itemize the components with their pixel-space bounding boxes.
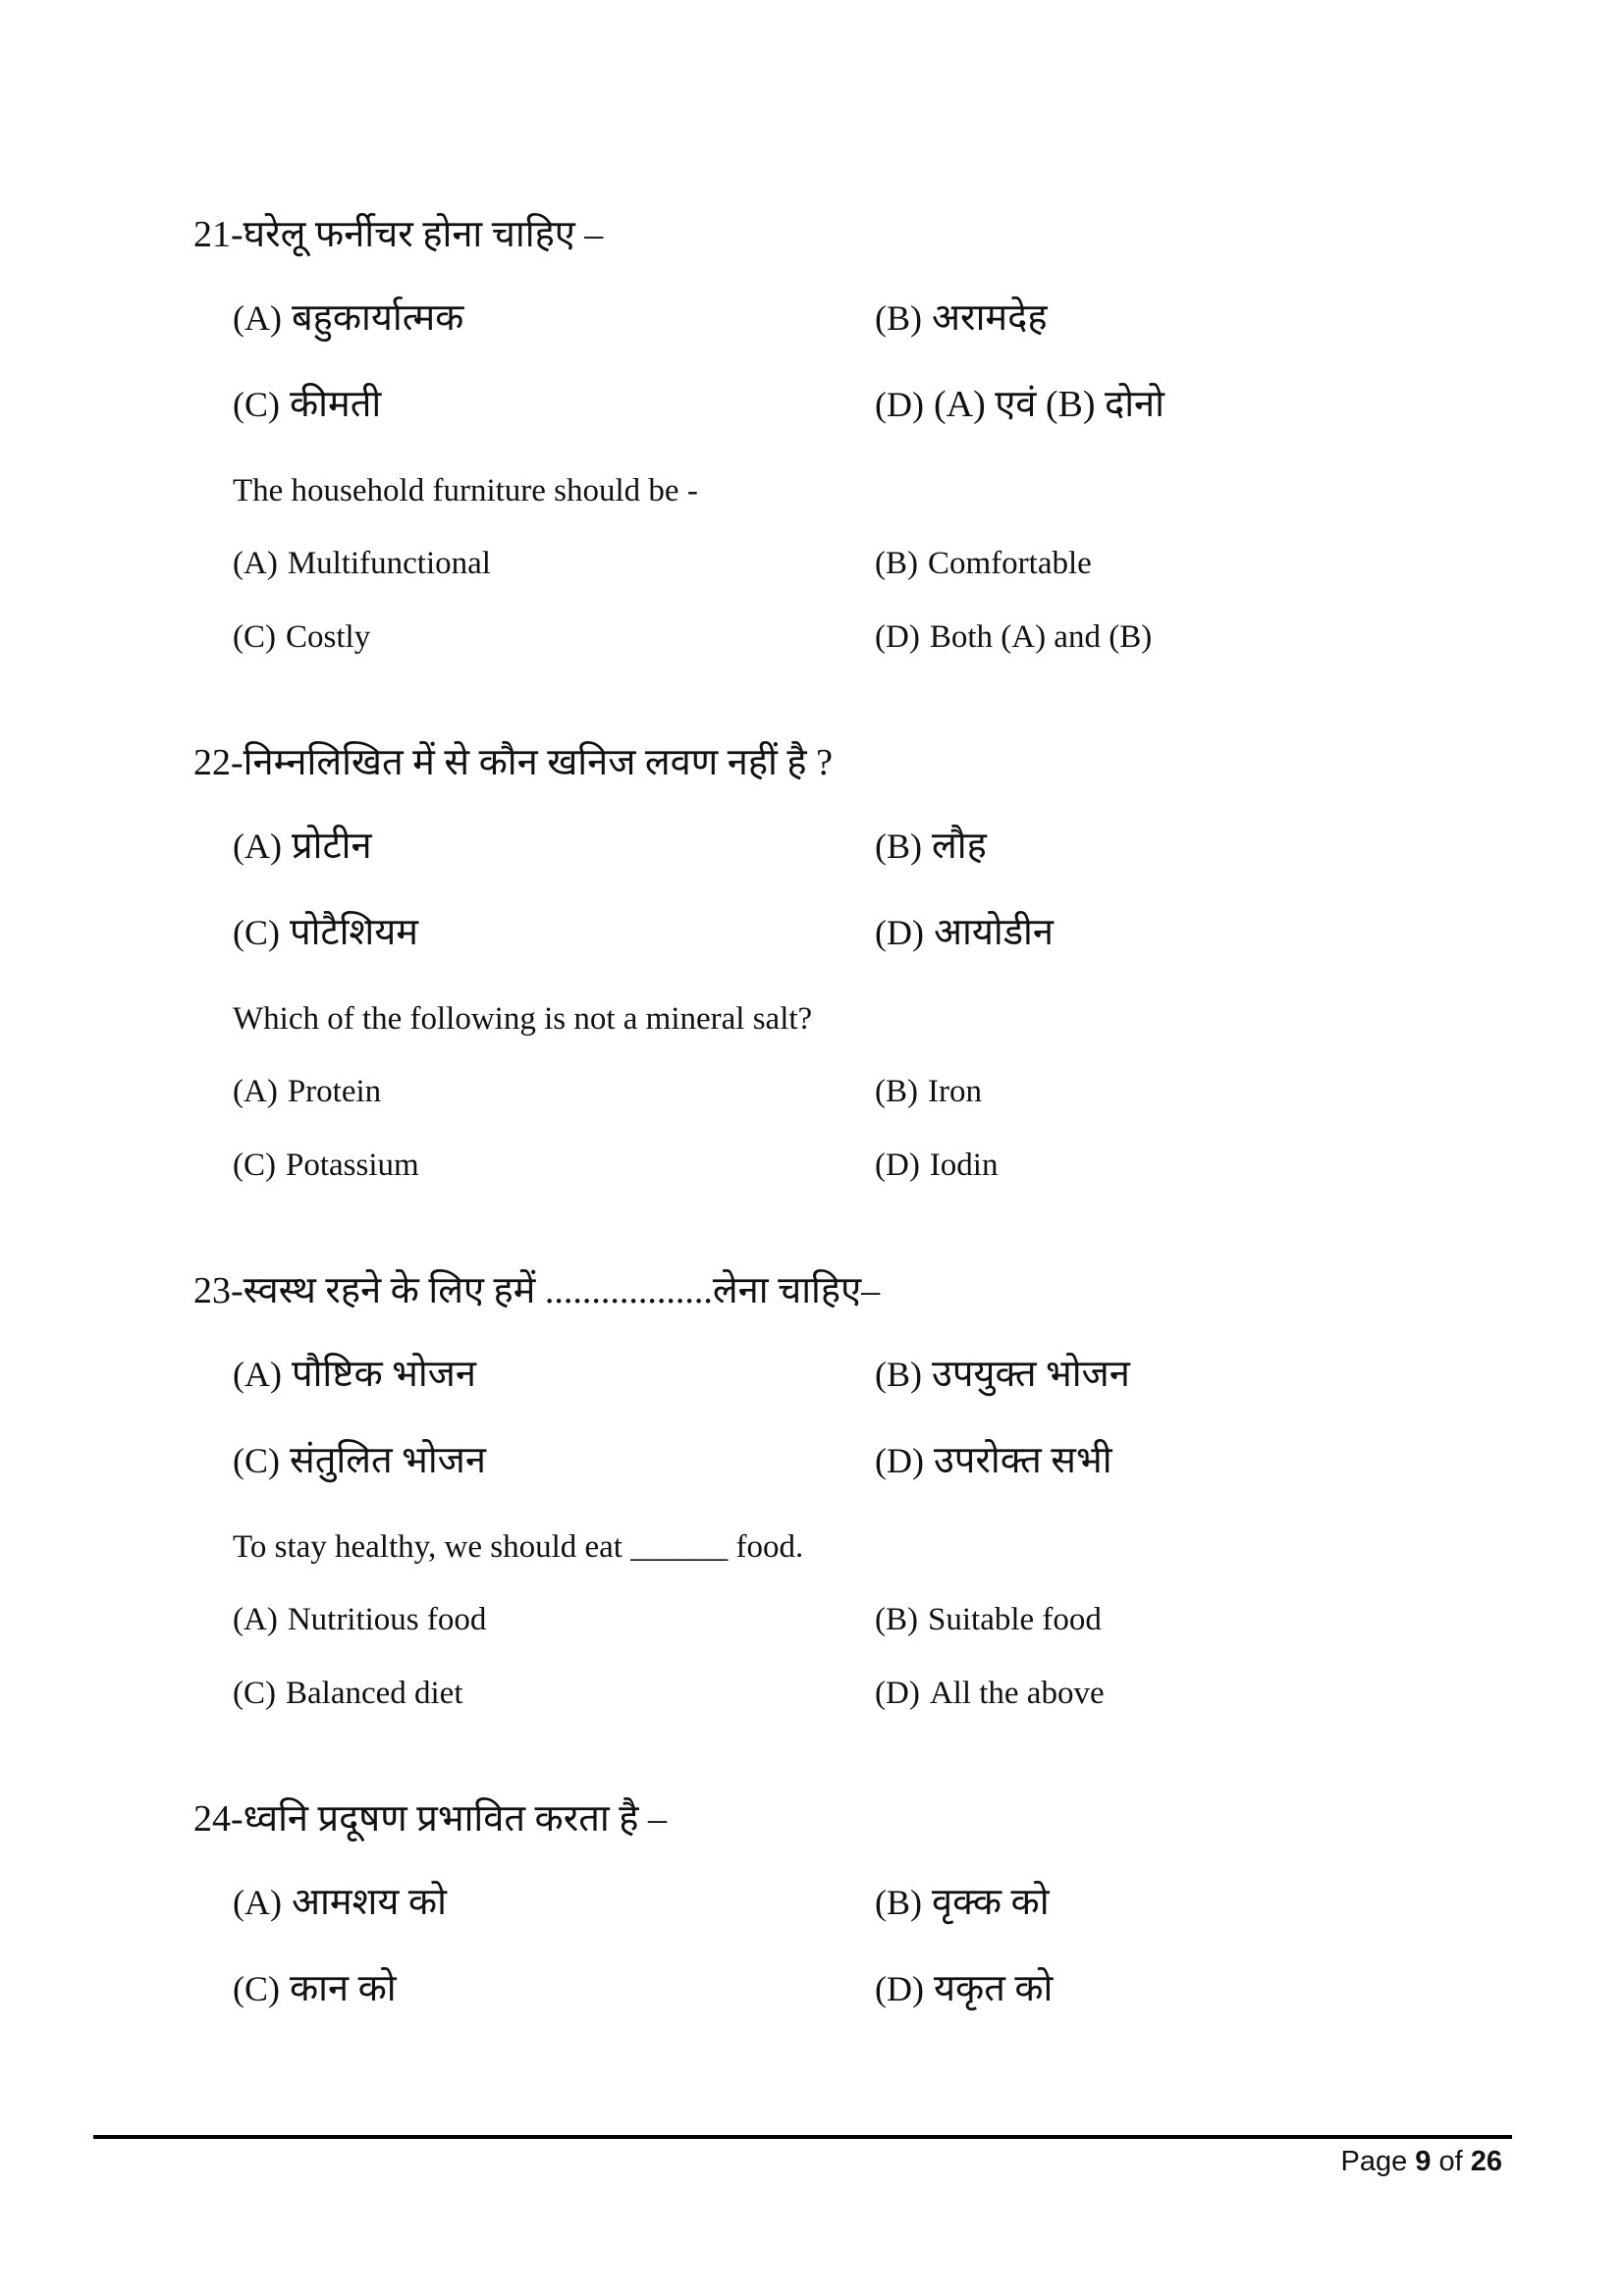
option-key: (C)	[233, 1441, 280, 1480]
option-key: (C)	[233, 1969, 280, 2008]
option-c-hindi	[233, 1439, 486, 1482]
option-text: Both (A) and (B)	[929, 619, 1153, 655]
option-text: Protein	[287, 1074, 382, 1109]
option-b-english	[875, 542, 1092, 585]
option-key: (C)	[233, 619, 276, 655]
option-c-hindi	[233, 911, 418, 954]
question-text: ध्वनि प्रदूषण प्रभावित करता है –	[243, 1798, 667, 1840]
option-text: पोटैशियम	[290, 912, 419, 953]
option-d-english	[875, 615, 1152, 659]
option-c-hindi	[233, 383, 381, 426]
option-b-hindi	[875, 1881, 1050, 1924]
question-stem-hindi	[193, 210, 603, 259]
option-text: Comfortable	[928, 546, 1092, 581]
option-key: (D)	[875, 913, 924, 952]
option-key: (D)	[875, 1969, 924, 2008]
option-key: (A)	[233, 298, 282, 338]
option-text: Multifunctional	[287, 546, 491, 581]
option-key: (B)	[875, 1602, 918, 1637]
option-key: (C)	[233, 385, 280, 424]
option-text: पौष्टिक भोजन	[291, 1354, 476, 1395]
option-text: Balanced diet	[286, 1676, 463, 1711]
question-stem-english: The household furniture should be -	[233, 473, 698, 508]
current-page-number: 9	[1415, 2146, 1432, 2177]
question-stem-hindi	[193, 738, 833, 787]
option-text: लौह	[932, 826, 987, 867]
option-key: (A)	[233, 1355, 282, 1394]
option-text: वृक्क को	[932, 1882, 1050, 1923]
option-b-hindi	[875, 825, 987, 868]
option-text: अरामदेह	[932, 297, 1048, 339]
question-text: स्वस्थ रहने के लिए हमें ..................लेना चाहिए–	[243, 1270, 881, 1311]
option-text: Suitable food	[928, 1602, 1102, 1637]
option-key: (A)	[233, 546, 278, 581]
page-of-label: of	[1438, 2146, 1463, 2177]
question-text: घरेलू फर्नीचर होना चाहिए –	[243, 214, 604, 255]
option-text: Costly	[286, 619, 371, 655]
option-text: All the above	[929, 1676, 1105, 1711]
question-text: निम्नलिखित में से कौन खनिज लवण नहीं है ?	[243, 742, 833, 783]
option-key: (B)	[875, 827, 922, 866]
option-text: Potassium	[286, 1148, 419, 1183]
option-key: (A)	[233, 1602, 278, 1637]
option-d-english	[875, 1672, 1105, 1715]
option-text: कान को	[290, 1968, 397, 2009]
option-key: (B)	[875, 1883, 922, 1922]
option-c-hindi	[233, 1967, 397, 2010]
total-pages-number: 26	[1470, 2146, 1502, 2177]
option-key: (A)	[233, 1883, 282, 1922]
option-text: (A) एवं (B) दोनो	[933, 384, 1164, 425]
option-b-english	[875, 1598, 1102, 1641]
option-text: बहुकार्यात्मक	[291, 297, 464, 339]
option-c-english	[233, 1144, 419, 1187]
option-a-english	[233, 542, 491, 585]
footer-divider	[93, 2135, 1512, 2139]
option-c-english	[233, 1672, 463, 1715]
option-key: (A)	[233, 827, 282, 866]
option-b-hindi	[875, 296, 1048, 340]
question-stem-hindi	[193, 1794, 667, 1843]
option-a-hindi	[233, 825, 372, 868]
option-text: यकृत को	[933, 1968, 1054, 2009]
option-key: (B)	[875, 1074, 918, 1109]
option-key: (B)	[875, 298, 922, 338]
option-d-hindi	[875, 911, 1054, 954]
page-footer	[1340, 2142, 1502, 2181]
question-number: 23-	[193, 1270, 244, 1311]
option-text: संतुलित भोजन	[290, 1440, 486, 1481]
question-stem-english: Which of the following is not a mineral salt?	[233, 1001, 813, 1037]
option-a-hindi	[233, 1353, 476, 1396]
option-key: (D)	[875, 1441, 924, 1480]
option-d-english	[875, 1144, 998, 1187]
option-key: (D)	[875, 385, 924, 424]
question-number: 22-	[193, 742, 244, 783]
option-key: (A)	[233, 1074, 278, 1109]
option-d-hindi	[875, 1967, 1053, 2010]
option-d-hindi	[875, 383, 1164, 426]
option-key: (D)	[875, 1676, 920, 1711]
option-key: (B)	[875, 546, 918, 581]
option-key: (C)	[233, 1148, 276, 1183]
option-key: (D)	[875, 1148, 920, 1183]
option-key: (C)	[233, 1676, 276, 1711]
option-a-hindi	[233, 296, 463, 340]
option-a-hindi	[233, 1881, 447, 1924]
option-b-english	[875, 1070, 982, 1113]
option-key: (C)	[233, 913, 280, 952]
option-key: (B)	[875, 1355, 922, 1394]
option-text: प्रोटीन	[291, 826, 372, 867]
option-b-hindi	[875, 1353, 1130, 1396]
option-text: आयोडीन	[933, 912, 1054, 953]
option-text: आमशय को	[291, 1882, 447, 1923]
option-text: उपयुक्त भोजन	[932, 1354, 1130, 1395]
option-text: Nutritious food	[287, 1602, 487, 1637]
option-text: उपरोक्त सभी	[933, 1440, 1112, 1481]
question-stem-english: To stay healthy, we should eat ______ food.	[233, 1529, 804, 1565]
option-c-english	[233, 615, 370, 659]
page-label: Page	[1340, 2146, 1408, 2177]
option-a-english	[233, 1070, 381, 1113]
option-d-hindi	[875, 1439, 1112, 1482]
option-text: Iodin	[929, 1148, 999, 1183]
question-number: 24-	[193, 1798, 244, 1840]
option-key: (D)	[875, 619, 920, 655]
question-number: 21-	[193, 214, 244, 255]
question-stem-hindi	[193, 1266, 880, 1315]
option-text: कीमती	[290, 384, 382, 425]
option-text: Iron	[928, 1074, 982, 1109]
option-a-english	[233, 1598, 486, 1641]
